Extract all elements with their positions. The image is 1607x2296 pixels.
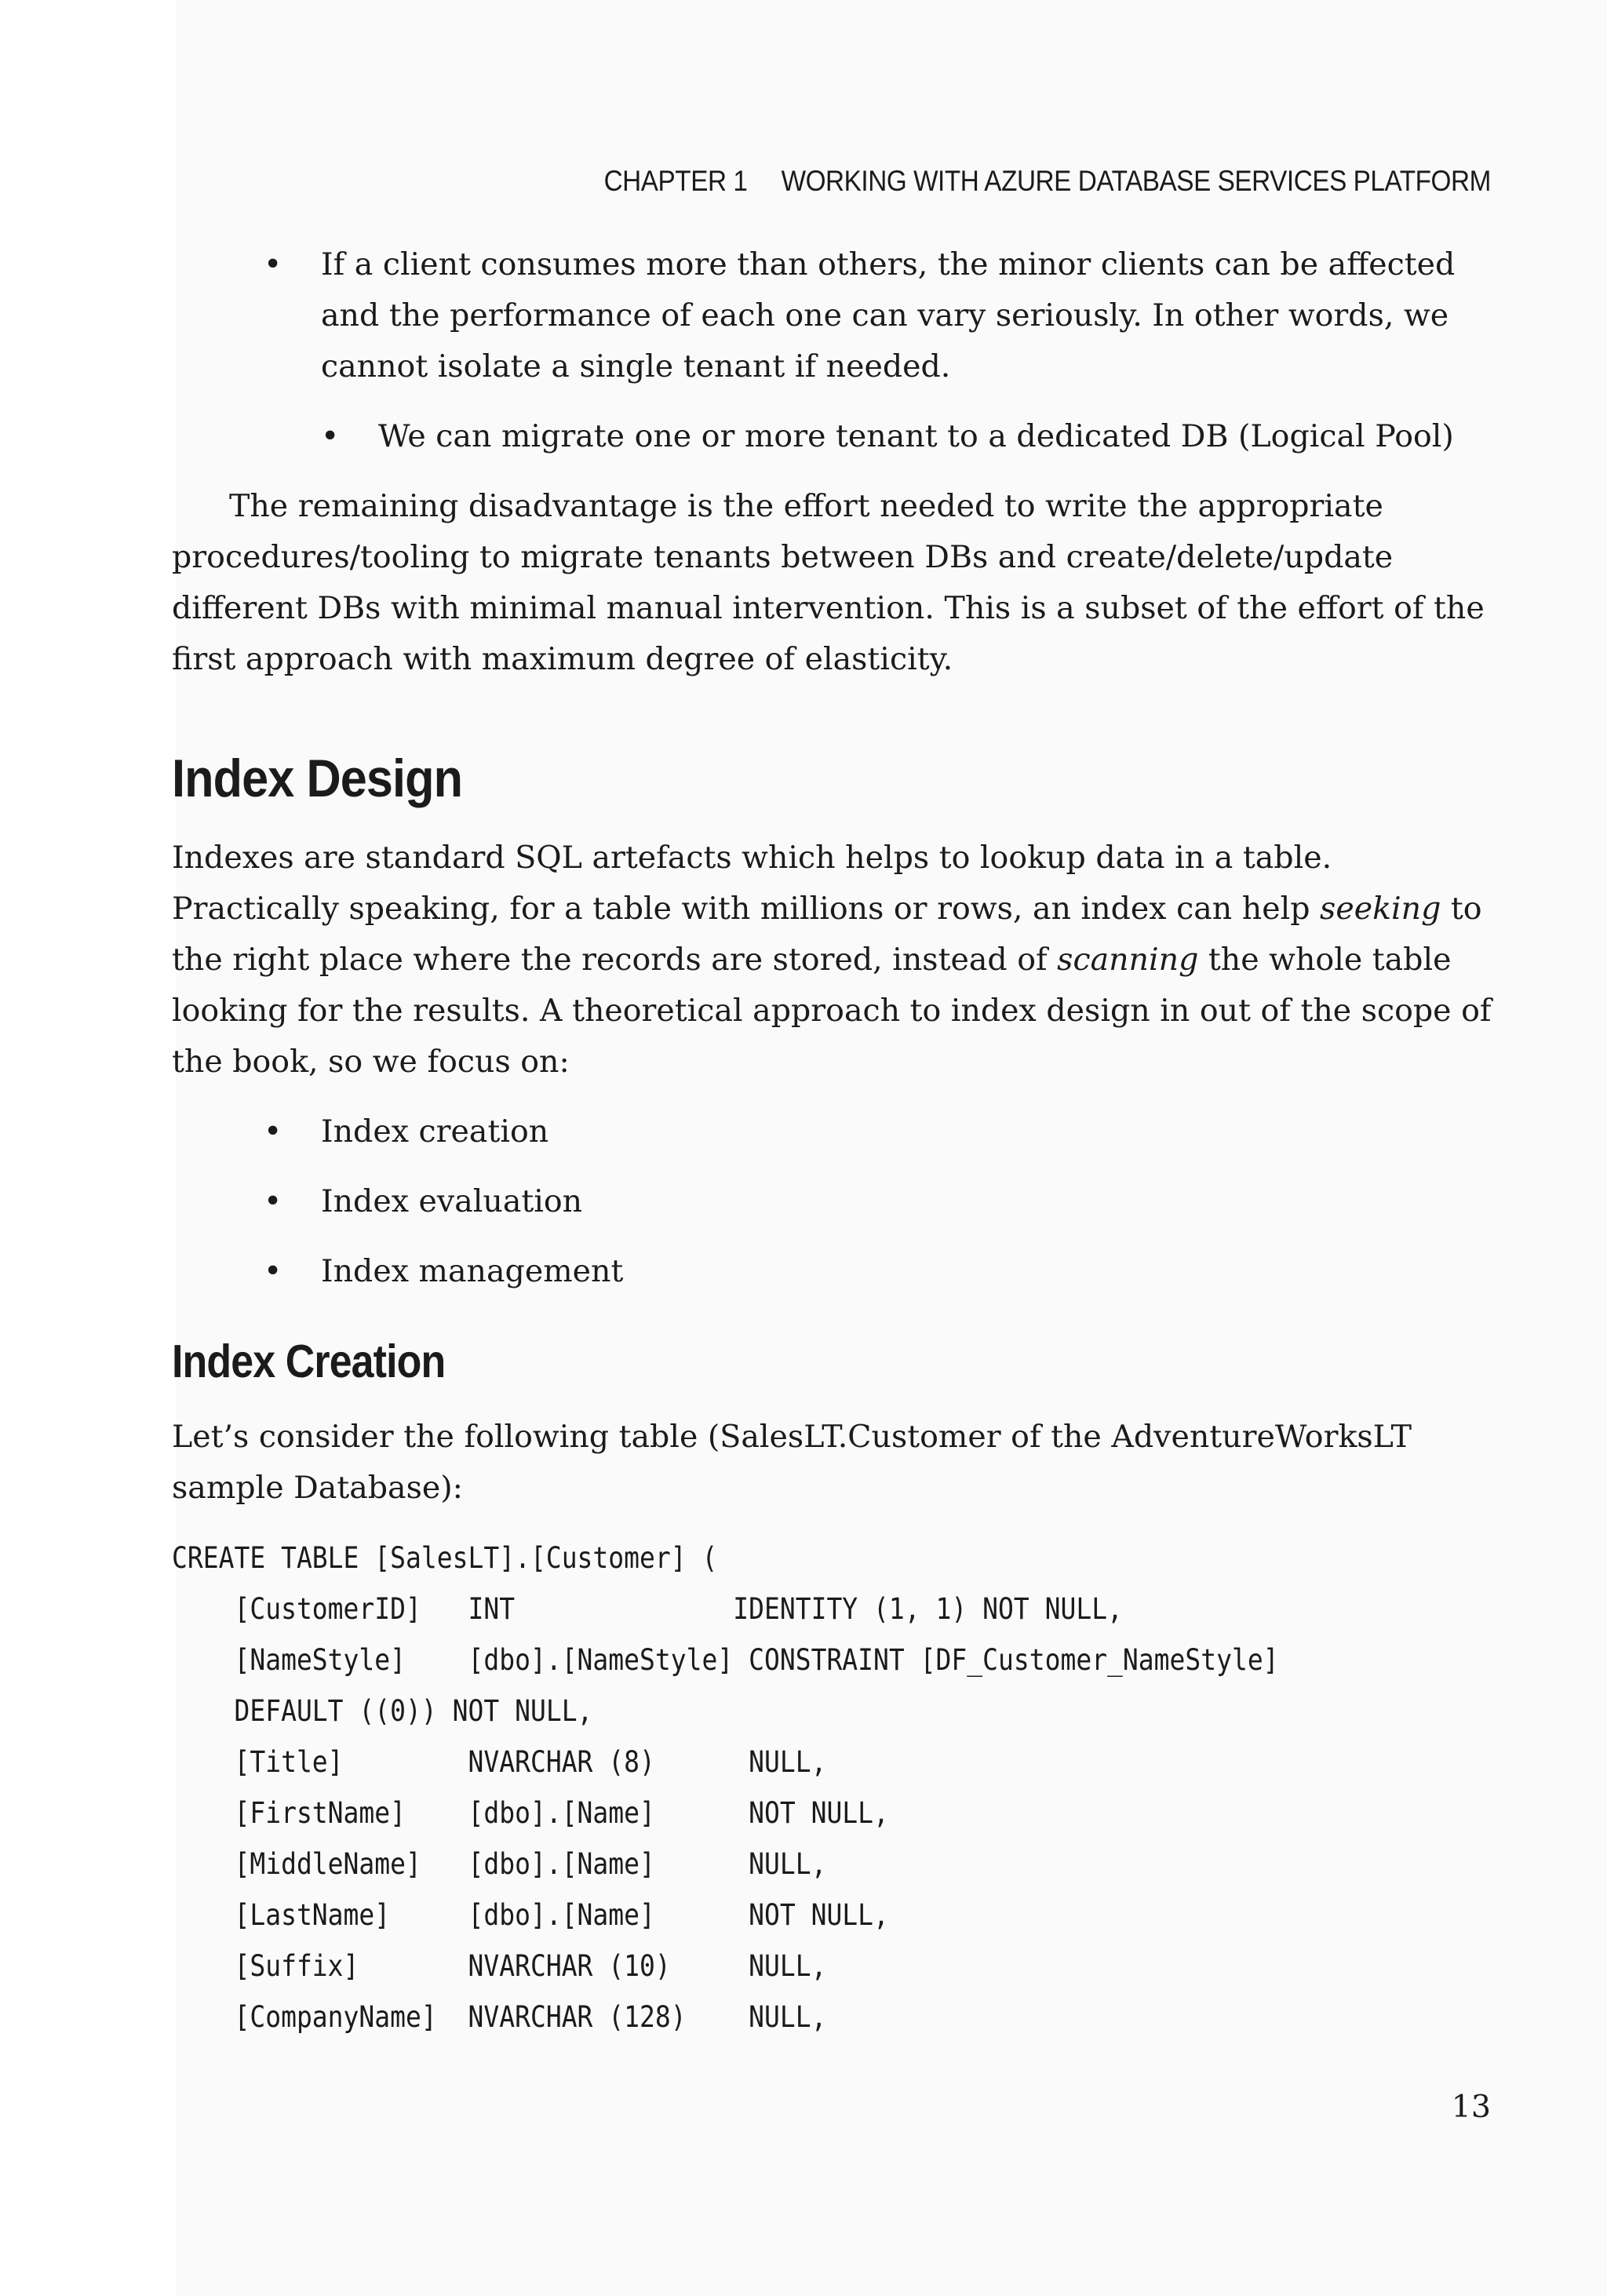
chapter-number: CHAPTER 1 [603, 165, 748, 197]
intro-emphasis-scanning: scanning [1057, 942, 1199, 978]
page-content [172, 239, 1494, 2043]
intro-text-1: Indexes are standard SQL artefacts which helps to lookup data in a table. Practically speaking, for a table with millions or rows, an index can help [172, 840, 1332, 927]
code-line: [NameStyle] [dbo].[NameStyle] CONSTRAINT [DF_Customer_NameStyle] [172, 1642, 1279, 1677]
bullet-icon: • [321, 418, 340, 454]
chapter-title: WORKING WITH AZURE DATABASE SERVICES PLATFORM [781, 165, 1491, 197]
intro-text-3: the whole table looking for the results. A theoretical approach to index design in out of the scope of the book, so we focus on: [172, 942, 1492, 1080]
focus-list [172, 1106, 1494, 1297]
code-line: [CustomerID] INT IDENTITY (1, 1) NOT NULL, [172, 1591, 1123, 1626]
list-item [172, 1176, 1494, 1227]
bullet-text: If a client consumes more than others, the minor clients can be affected and the performance of each one can vary seriously. In other words, we cannot isolate a single tenant if needed. [321, 246, 1456, 384]
list-item [172, 411, 1494, 462]
sub-bullet-list [172, 411, 1494, 462]
focus-item-evaluation: Index evaluation [321, 1183, 583, 1219]
list-item [172, 1106, 1494, 1157]
section-heading: Index Design [172, 749, 463, 808]
code-line: DEFAULT ((0)) NOT NULL, [172, 1693, 593, 1728]
page-number: 13 [1451, 2089, 1491, 2125]
bullet-text: We can migrate one or more tenant to a dedicated DB (Logical Pool) [378, 418, 1454, 454]
list-item [172, 239, 1494, 392]
code-line: [CompanyName] NVARCHAR (128) NULL, [172, 1999, 827, 2034]
focus-item-management: Index management [321, 1253, 624, 1289]
creation-intro-paragraph: Let’s consider the following table (SalesLT.Customer of the AdventureWorksLT sample Database): [172, 1419, 1412, 1506]
code-line: [Suffix] NVARCHAR (10) NULL, [172, 1948, 827, 1983]
bullet-icon: • [264, 1253, 282, 1289]
intro-text-2: to the right place where the records are stored, instead of [172, 891, 1482, 978]
bullet-icon: • [264, 246, 282, 282]
index-intro-paragraph [172, 833, 1494, 1088]
bullet-icon: • [264, 1113, 282, 1150]
code-line: [MiddleName] [dbo].[Name] NULL, [172, 1846, 827, 1881]
code-line: [Title] NVARCHAR (8) NULL, [172, 1744, 827, 1779]
paragraph-remaining-disadvantage: The remaining disadvantage is the effort needed to write the appropriate procedures/tooling to migrate tenants between DBs and create/delete/update different DBs with minimal manual intervention. This is a subset of the effort of the first approach with maximum degree of elasticity. [172, 488, 1485, 677]
top-bullet-list [172, 239, 1494, 392]
code-line: [LastName] [dbo].[Name] NOT NULL, [172, 1897, 889, 1932]
running-header [604, 165, 1491, 198]
code-line: CREATE TABLE [SalesLT].[Customer] ( [172, 1540, 718, 1575]
subsection-heading: Index Creation [172, 1336, 446, 1387]
bullet-icon: • [264, 1183, 282, 1219]
focus-item-creation: Index creation [321, 1113, 549, 1150]
intro-emphasis-seeking: seeking [1320, 891, 1441, 927]
code-block [172, 1532, 1336, 2043]
list-item [172, 1246, 1494, 1297]
code-line: [FirstName] [dbo].[Name] NOT NULL, [172, 1795, 889, 1830]
